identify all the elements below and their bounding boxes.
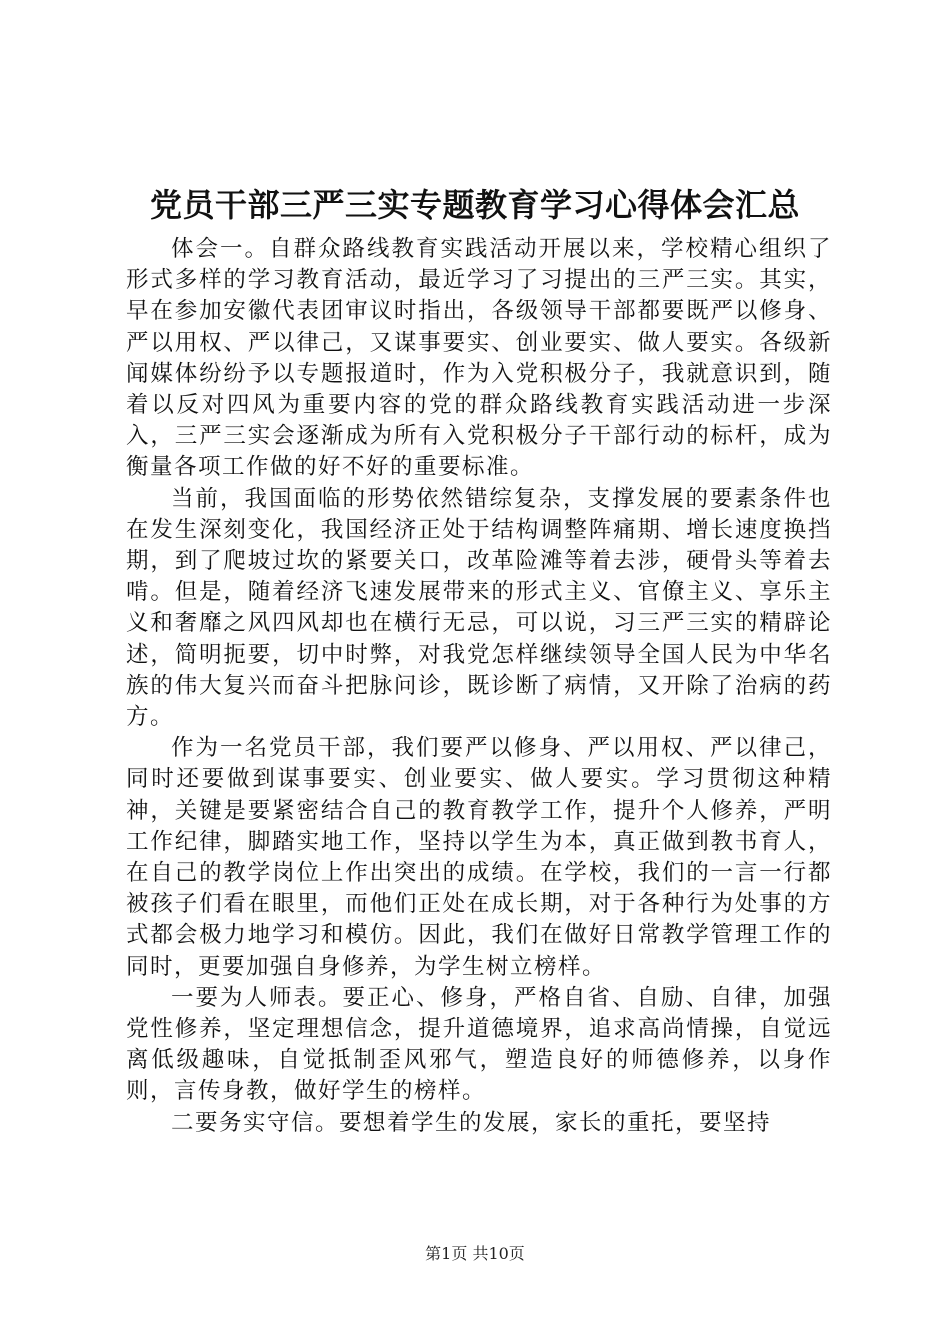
paragraph: 作为一名党员干部，我们要严以修身、严以用权、严以律己，同时还要做到谋事要实、创业要实、做人要实。学习贯彻这种精神，关键是要紧密结合自己的教育教学工作，提升个人修养，严明工作纪律，脚踏实地工作，坚持以学生为本，真正做到教书育人，在自己的教学岗位上作出突出的成绩。在学校，我们的一言一行都被孩子们看在眼里，而他们正处在成长期，对于各种行为处事的方式都会极力地学习和模仿。因此，我们在做好日常教学管理工作的同时，更要加强自身修养，为学生树立榜样。 [126,735,832,980]
document-body [126,234,832,1139]
paragraph: 一要为人师表。要正心、修身，严格自省、自励、自律，加强党性修养，坚定理想信念，提升道德境界，追求高尚情操，自觉远离低级趣味，自觉抵制歪风邪气，塑造良好的师德修养，以身作则，言传身教，做好学生的榜样。 [126,984,832,1105]
page-number-footer: 第1页 共10页 [425,1244,525,1263]
paragraph: 当前，我国面临的形势依然错综复杂，支撑发展的要素条件也在发生深刻变化，我国经济正处于结构调整阵痛期、增长速度换挡期，到了爬坡过坎的紧要关口，改革险滩等着去涉，硬骨头等着去啃。但是，随着经济飞速发展带来的形式主义、官僚主义、享乐主义和奢靡之风四风却也在横行无忌，可以说，习三严三实的精辟论述，简明扼要，切中时弊，对我党怎样继续领导全国人民为中华名族的伟大复兴而奋斗把脉问诊，既诊断了病情，又开除了治病的药方。 [126,485,832,731]
paragraph: 二要务实守信。要想着学生的发展，家长的重托，要坚持 [171,1109,772,1136]
paragraph: 体会一。自群众路线教育实践活动开展以来，学校精心组织了形式多样的学习教育活动，最近学习了习提出的三严三实。其实，早在参加安徽代表团审议时指出，各级领导干部都要既严以修身、严以用权、严以律己，又谋事要实、创业要实、做人要实。各级新闻媒体纷纷予以专题报道时，作为入党积极分子，我就意识到，随着以反对四风为重要内容的党的群众路线教育实践活动进一步深入，三严三实会逐渐成为所有入党积极分子干部行动的标杆，成为衡量各项工作做的好不好的重要标准。 [126,236,832,481]
document-title: 党员干部三严三实专题教育学习心得体会汇总 [149,186,800,224]
